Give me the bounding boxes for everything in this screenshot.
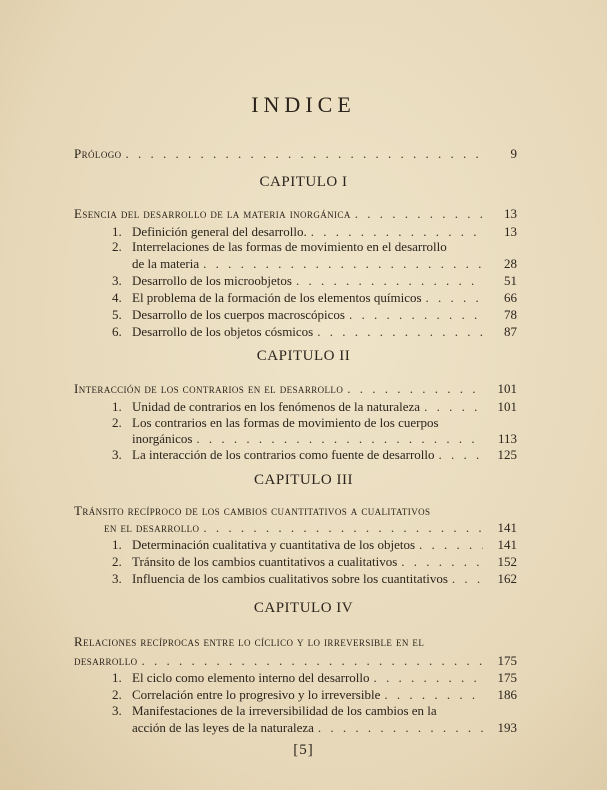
toc-page-number: 193 bbox=[497, 720, 517, 735]
toc-entry bbox=[112, 553, 517, 571]
leader-dots bbox=[349, 306, 483, 324]
toc-entry bbox=[112, 446, 517, 464]
chapter-title-entry bbox=[104, 519, 517, 537]
entry-text: Determinación cualitativa y cuantitativa de los objetos bbox=[132, 537, 416, 552]
chapter-heading: CAPITULO II bbox=[256, 348, 351, 364]
leader-dots bbox=[347, 380, 483, 398]
toc-entry bbox=[132, 255, 517, 273]
entry-text: La interacción de los contrarios como fuente de desarrollo bbox=[132, 447, 435, 462]
toc-entry bbox=[112, 289, 517, 307]
leader-dots bbox=[419, 536, 483, 554]
toc-entry bbox=[112, 272, 517, 290]
entry-number: 1. bbox=[112, 399, 122, 414]
toc-page-number: 28 bbox=[504, 256, 517, 271]
leader-dots bbox=[203, 519, 483, 537]
chapter-title-continued: desarrollo bbox=[74, 653, 138, 668]
toc-page-number: 78 bbox=[504, 307, 517, 322]
entry-text: El ciclo como elemento interno del desarrollo bbox=[132, 670, 370, 685]
entry-text: Correlación entre lo progresivo y lo irreversible bbox=[132, 687, 381, 702]
entry-text: Influencia de los cambios cualitativos sobre los cuantitativos bbox=[132, 571, 448, 586]
entry-number: 6. bbox=[112, 324, 122, 339]
entry-number: 2. bbox=[112, 687, 122, 702]
toc-page-number: 13 bbox=[504, 224, 517, 239]
toc-page-number: 141 bbox=[497, 520, 517, 535]
leader-dots bbox=[126, 145, 483, 163]
toc-entry bbox=[132, 719, 517, 737]
toc-page-number: 125 bbox=[497, 447, 517, 462]
toc-page-number: 141 bbox=[497, 537, 517, 552]
toc-entry bbox=[112, 669, 517, 687]
toc-entry-label: Prólogo bbox=[74, 146, 122, 161]
toc-entry-prologo bbox=[74, 145, 517, 163]
chapter-title-entry bbox=[74, 380, 517, 398]
entry-text-continued: inorgánicos bbox=[132, 431, 193, 446]
toc-page-number: 175 bbox=[497, 653, 517, 668]
toc-page-number: 101 bbox=[497, 381, 517, 396]
toc-page-number: 87 bbox=[504, 324, 517, 339]
entry-text: Desarrollo de los objetos cósmicos bbox=[132, 324, 314, 339]
entry-number: 3. bbox=[112, 571, 122, 586]
entry-number: 1. bbox=[112, 670, 122, 685]
chapter-title: Esencia del desarrollo de la materia inorgánica bbox=[74, 206, 351, 221]
entry-text: Manifestaciones de la irreversibilidad de los cambios en la bbox=[132, 703, 437, 718]
toc-page-number: 51 bbox=[504, 273, 517, 288]
toc-page-number: 152 bbox=[497, 554, 517, 569]
entry-text-continued: acción de las leyes de la naturaleza bbox=[132, 720, 314, 735]
toc-entry bbox=[112, 570, 517, 588]
toc-page-number: 175 bbox=[497, 670, 517, 685]
toc-page-number: 13 bbox=[504, 206, 517, 221]
entry-text: Desarrollo de los cuerpos macroscópicos bbox=[132, 307, 345, 322]
leader-dots bbox=[452, 570, 483, 588]
chapter-title-continued: en el desarrollo bbox=[104, 520, 200, 535]
entry-number: 1. bbox=[112, 537, 122, 552]
leader-dots bbox=[318, 719, 483, 737]
entry-text: Los contrarios en las formas de movimiento de los cuerpos bbox=[132, 415, 439, 430]
entry-number: 2. bbox=[112, 415, 122, 430]
toc-page-number: 101 bbox=[497, 399, 517, 414]
entry-text-continued: de la materia bbox=[132, 256, 200, 271]
chapter-heading: CAPITULO III bbox=[254, 472, 353, 488]
page-folio: [5] bbox=[293, 742, 314, 758]
toc-page-number: 162 bbox=[497, 571, 517, 586]
entry-text: Unidad de contrarios en los fenómenos de la naturaleza bbox=[132, 399, 421, 414]
toc-page-number: 186 bbox=[497, 687, 517, 702]
entry-text: Definición general del desarrollo. bbox=[132, 224, 307, 239]
toc-entry bbox=[112, 536, 517, 554]
chapter-title-entry bbox=[74, 205, 517, 223]
chapter-title: Interacción de los contrarios en el desarrollo bbox=[74, 381, 344, 396]
chapter-title: Relaciones recíprocas entre lo cíclico y lo irreversible en el bbox=[74, 634, 425, 649]
chapter-title-entry bbox=[74, 652, 517, 670]
entry-text: Tránsito de los cambios cuantitativos a cualitativos bbox=[132, 554, 398, 569]
entry-text: Desarrollo de los microobjetos bbox=[132, 273, 292, 288]
chapter-title: Tránsito recíproco de los cambios cuantitativos a cualitativos bbox=[74, 503, 431, 518]
index-title: INDICE bbox=[251, 92, 356, 117]
toc-page-number: 113 bbox=[497, 431, 517, 446]
toc-page-number: 66 bbox=[504, 290, 517, 305]
entry-number: 4. bbox=[112, 290, 122, 305]
entry-text: El problema de la formación de los elementos químicos bbox=[132, 290, 422, 305]
leader-dots bbox=[317, 323, 483, 341]
leader-dots bbox=[355, 205, 483, 223]
leader-dots bbox=[142, 652, 483, 670]
chapter-heading: CAPITULO I bbox=[259, 174, 348, 190]
leader-dots bbox=[374, 669, 483, 687]
entry-number: 3. bbox=[112, 447, 122, 462]
entry-text: Interrelaciones de las formas de movimiento en el desarrollo bbox=[132, 239, 447, 254]
leader-dots bbox=[439, 446, 484, 464]
leader-dots bbox=[203, 255, 483, 273]
entry-number: 2. bbox=[112, 554, 122, 569]
entry-number: 1. bbox=[112, 224, 122, 239]
entry-number: 3. bbox=[112, 703, 122, 718]
toc-page-number: 9 bbox=[510, 146, 517, 161]
leader-dots bbox=[296, 272, 483, 290]
chapter-heading: CAPITULO IV bbox=[253, 600, 354, 616]
toc-entry bbox=[112, 323, 517, 341]
leader-dots bbox=[426, 289, 483, 307]
toc-entry bbox=[112, 306, 517, 324]
entry-number: 2. bbox=[112, 239, 122, 254]
entry-number: 5. bbox=[112, 307, 122, 322]
leader-dots bbox=[401, 553, 483, 571]
entry-number: 3. bbox=[112, 273, 122, 288]
